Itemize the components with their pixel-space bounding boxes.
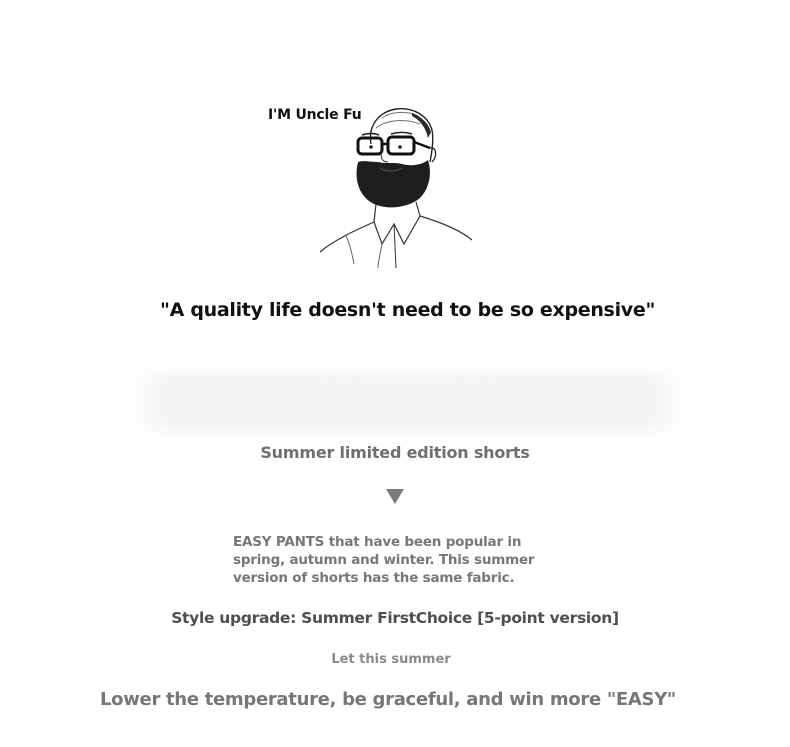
- description-text: [233, 533, 563, 587]
- blurred-band: [128, 372, 688, 432]
- intro-label: I'M Uncle Fu: [268, 107, 362, 123]
- bearded-man-illustration-icon: [316, 104, 476, 272]
- section-title: Summer limited edition shorts: [260, 443, 530, 462]
- let-this-summer-text: Let this summer: [331, 652, 451, 667]
- description-line: spring, autumn and winter. This summer: [233, 552, 535, 568]
- tagline-text: Lower the temperature, be graceful, and win more "EASY": [99, 689, 676, 710]
- down-triangle-icon: [386, 489, 404, 504]
- portrait-illustration: [316, 104, 476, 272]
- description-line: EASY PANTS that have been popular in: [233, 534, 522, 550]
- description-line: version of shorts has the same fabric.: [233, 570, 515, 586]
- quote-text: "A quality life doesn't need to be so expensive": [160, 299, 656, 321]
- style-upgrade-text: Style upgrade: Summer FirstChoice [5-point version]: [171, 609, 619, 627]
